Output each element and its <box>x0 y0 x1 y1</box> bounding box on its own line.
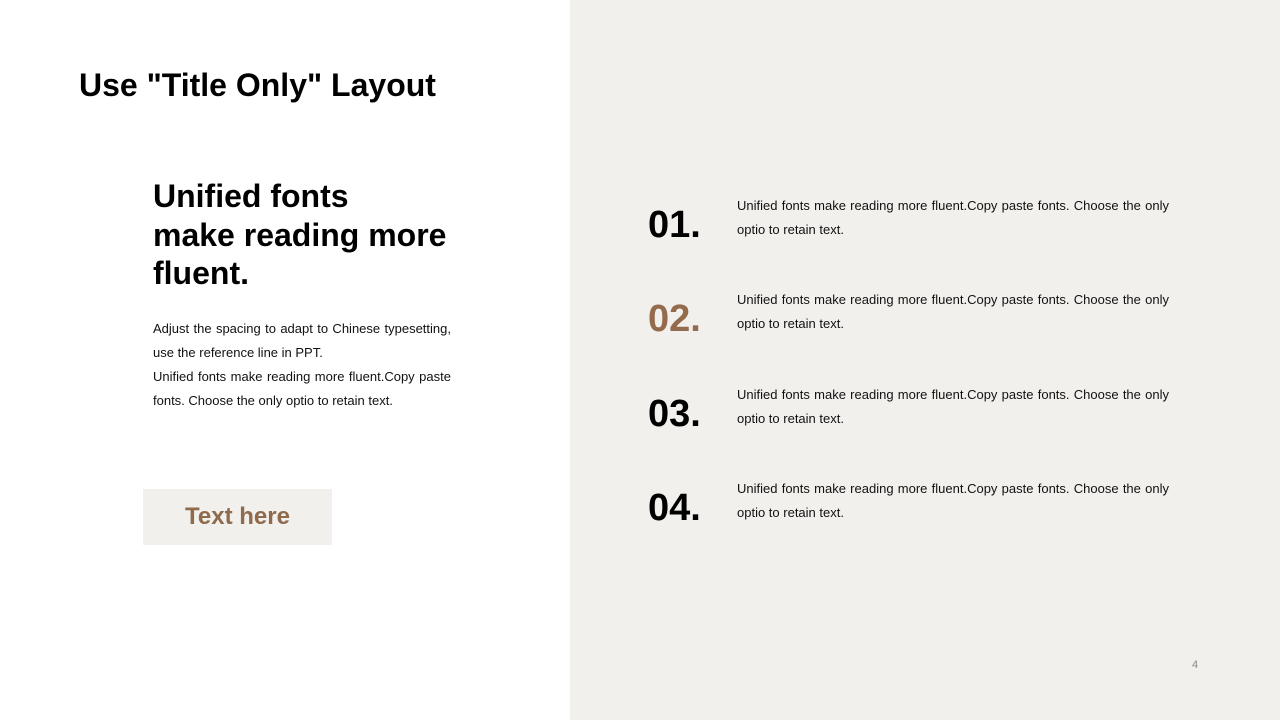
item-text: Unified fonts make reading more fluent.Copy paste fonts. Choose the only optio to retain text. <box>737 387 1169 426</box>
right-panel <box>570 0 1280 720</box>
headline-line-2: make reading more <box>153 216 447 253</box>
list-item-04 <box>648 481 1170 545</box>
item-text: Unified fonts make reading more fluent.Copy paste fonts. Choose the only optio to retain text. <box>737 198 1169 237</box>
body-paragraph-1: Adjust the spacing to adapt to Chinese typesetting, use the reference line in PPT. <box>153 321 451 360</box>
item-number: 04. <box>648 487 701 529</box>
page-title: Use "Title Only" Layout <box>79 67 436 103</box>
text-here-button[interactable]: Text here <box>143 489 332 545</box>
headline <box>153 177 473 293</box>
list-item-03 <box>648 387 1170 451</box>
headline-line-3: fluent. <box>153 255 249 291</box>
page-number: 4 <box>1192 659 1199 671</box>
body-paragraph-2: Unified fonts make reading more fluent.Copy paste fonts. Choose the only optio to retain text. <box>153 369 451 408</box>
body-text <box>153 317 451 413</box>
item-number: 03. <box>648 393 701 435</box>
headline-line-1: Unified fonts <box>153 178 349 214</box>
item-text: Unified fonts make reading more fluent.Copy paste fonts. Choose the only optio to retain text. <box>737 292 1169 331</box>
item-number: 02. <box>648 298 701 340</box>
item-number: 01. <box>648 204 701 246</box>
item-text: Unified fonts make reading more fluent.Copy paste fonts. Choose the only optio to retain text. <box>737 481 1169 520</box>
list-item-02 <box>648 292 1170 356</box>
list-item-01 <box>648 198 1170 262</box>
